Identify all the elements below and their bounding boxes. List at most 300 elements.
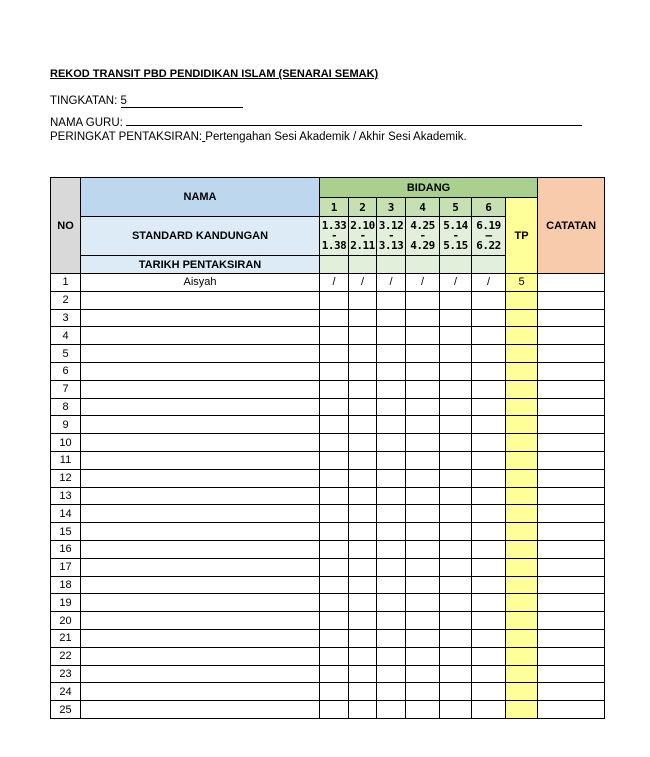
- bidang-3-cell[interactable]: [377, 683, 406, 701]
- table-row: [51, 398, 605, 416]
- student-name-cell[interactable]: [81, 380, 320, 398]
- student-name-cell[interactable]: [81, 487, 320, 505]
- bidang-6-cell[interactable]: [472, 380, 506, 398]
- catatan-cell[interactable]: [538, 327, 605, 345]
- bidang-3-cell[interactable]: [377, 576, 406, 594]
- bidang-3-cell[interactable]: [377, 362, 406, 380]
- bidang-2-cell[interactable]: [349, 309, 377, 327]
- header-no: NO: [51, 178, 81, 274]
- bidang-3-cell[interactable]: [377, 647, 406, 665]
- bidang-4-cell[interactable]: [406, 345, 440, 363]
- bidang-1-cell[interactable]: [320, 647, 349, 665]
- table-row: [51, 647, 605, 665]
- table-row: [51, 469, 605, 487]
- catatan-cell[interactable]: [538, 612, 605, 630]
- bidang-3-cell[interactable]: /: [377, 274, 406, 292]
- student-name-cell[interactable]: [81, 291, 320, 309]
- tp-cell[interactable]: [506, 523, 538, 541]
- bidang-5-cell[interactable]: [440, 416, 472, 434]
- bidang-4-cell[interactable]: [406, 434, 440, 452]
- nama-guru-input[interactable]: [126, 113, 582, 126]
- bidang-3-cell[interactable]: [377, 469, 406, 487]
- student-name-cell[interactable]: [81, 451, 320, 469]
- bidang-number-6: 6: [472, 198, 506, 217]
- catatan-cell[interactable]: [538, 594, 605, 612]
- bidang-6-cell[interactable]: [472, 594, 506, 612]
- bidang-6-cell[interactable]: [472, 523, 506, 541]
- bidang-2-cell[interactable]: [349, 523, 377, 541]
- tp-cell[interactable]: 5: [506, 274, 538, 292]
- catatan-cell[interactable]: [538, 487, 605, 505]
- tp-cell[interactable]: [506, 327, 538, 345]
- bidang-1-cell[interactable]: [320, 309, 349, 327]
- catatan-cell[interactable]: [538, 434, 605, 452]
- row-number: 13: [51, 487, 81, 505]
- bidang-4-cell[interactable]: [406, 469, 440, 487]
- student-name-cell[interactable]: [81, 309, 320, 327]
- table-row: [51, 612, 605, 630]
- bidang-6-cell[interactable]: [472, 612, 506, 630]
- bidang-3-cell[interactable]: [377, 434, 406, 452]
- bidang-6-cell[interactable]: [472, 345, 506, 363]
- bidang-4-cell[interactable]: /: [406, 274, 440, 292]
- bidang-2-cell[interactable]: [349, 594, 377, 612]
- bidang-1-cell[interactable]: [320, 451, 349, 469]
- tp-cell[interactable]: [506, 487, 538, 505]
- bidang-2-cell[interactable]: [349, 576, 377, 594]
- catatan-cell[interactable]: [538, 469, 605, 487]
- bidang-3-cell[interactable]: [377, 380, 406, 398]
- bidang-2-cell[interactable]: [349, 629, 377, 647]
- bidang-3-cell[interactable]: [377, 487, 406, 505]
- bidang-5-cell[interactable]: [440, 469, 472, 487]
- bidang-6-cell[interactable]: [472, 540, 506, 558]
- student-name-cell[interactable]: [81, 416, 320, 434]
- bidang-6-cell[interactable]: [472, 647, 506, 665]
- bidang-4-cell[interactable]: [406, 576, 440, 594]
- bidang-1-cell[interactable]: [320, 594, 349, 612]
- tp-cell[interactable]: [506, 469, 538, 487]
- bidang-1-cell[interactable]: [320, 398, 349, 416]
- bidang-5-cell[interactable]: [440, 647, 472, 665]
- bidang-2-cell[interactable]: [349, 434, 377, 452]
- table-row: [51, 274, 605, 292]
- bidang-1-cell[interactable]: [320, 345, 349, 363]
- table-row: [51, 523, 605, 541]
- bidang-5-cell[interactable]: [440, 629, 472, 647]
- bidang-3-cell[interactable]: [377, 665, 406, 683]
- bidang-4-cell[interactable]: [406, 487, 440, 505]
- bidang-2-cell[interactable]: [349, 398, 377, 416]
- student-name-cell[interactable]: [81, 327, 320, 345]
- bidang-3-cell[interactable]: [377, 612, 406, 630]
- table-row: [51, 558, 605, 576]
- bidang-2-cell[interactable]: [349, 505, 377, 523]
- tarikh-cell-5[interactable]: [440, 256, 472, 274]
- student-name-cell[interactable]: [81, 505, 320, 523]
- catatan-cell[interactable]: [538, 451, 605, 469]
- bidang-5-cell[interactable]: [440, 683, 472, 701]
- tp-cell[interactable]: [506, 540, 538, 558]
- bidang-number-1: 1: [320, 198, 349, 217]
- student-name-cell[interactable]: [81, 612, 320, 630]
- bidang-2-cell[interactable]: [349, 345, 377, 363]
- bidang-4-cell[interactable]: [406, 594, 440, 612]
- row-number: 6: [51, 362, 81, 380]
- bidang-5-cell[interactable]: [440, 380, 472, 398]
- standard-kandungan-2: 2.10 - 2.11: [349, 217, 377, 256]
- bidang-4-cell[interactable]: [406, 416, 440, 434]
- bidang-1-cell[interactable]: [320, 416, 349, 434]
- bidang-4-cell[interactable]: [406, 558, 440, 576]
- tp-cell[interactable]: [506, 701, 538, 719]
- bidang-3-cell[interactable]: [377, 398, 406, 416]
- student-name-cell[interactable]: [81, 558, 320, 576]
- bidang-6-cell[interactable]: [472, 665, 506, 683]
- peringkat-value: Pertengahan Sesi Akademik / Akhir Sesi Akademik.: [205, 131, 467, 143]
- bidang-4-cell[interactable]: [406, 523, 440, 541]
- bidang-2-cell[interactable]: [349, 683, 377, 701]
- table-row: [51, 345, 605, 363]
- header-nama: NAMA: [81, 178, 320, 217]
- bidang-2-cell[interactable]: [349, 540, 377, 558]
- table-row: [51, 416, 605, 434]
- bidang-4-cell[interactable]: [406, 398, 440, 416]
- tp-cell[interactable]: [506, 416, 538, 434]
- bidang-1-cell[interactable]: [320, 487, 349, 505]
- header-catatan: CATATAN: [538, 178, 605, 274]
- catatan-cell[interactable]: [538, 683, 605, 701]
- tp-cell[interactable]: [506, 612, 538, 630]
- catatan-cell[interactable]: [538, 291, 605, 309]
- bidang-6-cell[interactable]: [472, 327, 506, 345]
- table-row: [51, 451, 605, 469]
- bidang-5-cell[interactable]: [440, 576, 472, 594]
- bidang-5-cell[interactable]: [440, 362, 472, 380]
- bidang-3-cell[interactable]: [377, 629, 406, 647]
- bidang-5-cell[interactable]: [440, 523, 472, 541]
- catatan-cell[interactable]: [538, 309, 605, 327]
- bidang-4-cell[interactable]: [406, 665, 440, 683]
- bidang-2-cell[interactable]: [349, 612, 377, 630]
- bidang-4-cell[interactable]: [406, 612, 440, 630]
- bidang-5-cell[interactable]: [440, 291, 472, 309]
- bidang-5-cell[interactable]: [440, 345, 472, 363]
- student-name-cell[interactable]: [81, 540, 320, 558]
- bidang-3-cell[interactable]: [377, 558, 406, 576]
- bidang-5-cell[interactable]: [440, 665, 472, 683]
- assessment-table: [50, 177, 605, 719]
- bidang-5-cell[interactable]: [440, 398, 472, 416]
- tp-cell[interactable]: [506, 505, 538, 523]
- bidang-2-cell[interactable]: [349, 327, 377, 345]
- bidang-6-cell[interactable]: [472, 309, 506, 327]
- bidang-3-cell[interactable]: [377, 540, 406, 558]
- bidang-5-cell[interactable]: [440, 451, 472, 469]
- bidang-6-cell[interactable]: /: [472, 274, 506, 292]
- bidang-2-cell[interactable]: [349, 380, 377, 398]
- row-number: 19: [51, 594, 81, 612]
- student-name-cell[interactable]: [81, 665, 320, 683]
- bidang-6-cell[interactable]: [472, 398, 506, 416]
- bidang-3-cell[interactable]: [377, 416, 406, 434]
- tarikh-cell-3[interactable]: [377, 256, 406, 274]
- bidang-2-cell[interactable]: [349, 451, 377, 469]
- bidang-6-cell[interactable]: [472, 451, 506, 469]
- catatan-cell[interactable]: [538, 380, 605, 398]
- bidang-5-cell[interactable]: [440, 434, 472, 452]
- bidang-2-cell[interactable]: [349, 558, 377, 576]
- bidang-1-cell[interactable]: [320, 380, 349, 398]
- table-row: [51, 487, 605, 505]
- student-name-cell[interactable]: [81, 629, 320, 647]
- row-number: 23: [51, 665, 81, 683]
- catatan-cell[interactable]: [538, 416, 605, 434]
- table-row: [51, 629, 605, 647]
- student-name-cell[interactable]: [81, 469, 320, 487]
- tarikh-cell-4[interactable]: [406, 256, 440, 274]
- tp-cell[interactable]: [506, 434, 538, 452]
- table-row: [51, 380, 605, 398]
- bidang-5-cell[interactable]: [440, 540, 472, 558]
- bidang-4-cell[interactable]: [406, 309, 440, 327]
- tp-cell[interactable]: [506, 576, 538, 594]
- row-number: 4: [51, 327, 81, 345]
- bidang-6-cell[interactable]: [472, 629, 506, 647]
- bidang-6-cell[interactable]: [472, 487, 506, 505]
- bidang-1-cell[interactable]: [320, 291, 349, 309]
- tingkatan-label: TINGKATAN:: [50, 95, 121, 107]
- bidang-2-cell[interactable]: [349, 647, 377, 665]
- bidang-2-cell[interactable]: [349, 362, 377, 380]
- catatan-cell[interactable]: [538, 523, 605, 541]
- header-standard-kandungan: STANDARD KANDUNGAN: [81, 217, 320, 256]
- row-number: 5: [51, 345, 81, 363]
- catatan-cell[interactable]: [538, 398, 605, 416]
- bidang-4-cell[interactable]: [406, 327, 440, 345]
- row-number: 22: [51, 647, 81, 665]
- catatan-cell[interactable]: [538, 505, 605, 523]
- row-number: 3: [51, 309, 81, 327]
- student-name-cell[interactable]: [81, 362, 320, 380]
- tp-cell[interactable]: [506, 683, 538, 701]
- bidang-1-cell[interactable]: [320, 629, 349, 647]
- tp-cell[interactable]: [506, 647, 538, 665]
- bidang-3-cell[interactable]: [377, 594, 406, 612]
- bidang-3-cell[interactable]: [377, 345, 406, 363]
- bidang-5-cell[interactable]: [440, 309, 472, 327]
- tp-cell[interactable]: [506, 451, 538, 469]
- bidang-3-cell[interactable]: [377, 309, 406, 327]
- tingkatan-field: [50, 95, 243, 108]
- student-name-cell[interactable]: Aisyah: [81, 274, 320, 292]
- bidang-1-cell[interactable]: [320, 434, 349, 452]
- tarikh-cell-2[interactable]: [349, 256, 377, 274]
- bidang-1-cell[interactable]: /: [320, 274, 349, 292]
- bidang-4-cell[interactable]: [406, 291, 440, 309]
- bidang-2-cell[interactable]: [349, 416, 377, 434]
- tp-cell[interactable]: [506, 558, 538, 576]
- bidang-1-cell[interactable]: [320, 523, 349, 541]
- bidang-3-cell[interactable]: [377, 523, 406, 541]
- bidang-5-cell[interactable]: [440, 558, 472, 576]
- bidang-6-cell[interactable]: [472, 505, 506, 523]
- bidang-1-cell[interactable]: [320, 469, 349, 487]
- tp-cell[interactable]: [506, 629, 538, 647]
- bidang-1-cell[interactable]: [320, 540, 349, 558]
- table-row: [51, 505, 605, 523]
- tp-cell[interactable]: [506, 362, 538, 380]
- student-name-cell[interactable]: [81, 523, 320, 541]
- row-number: 18: [51, 576, 81, 594]
- bidang-3-cell[interactable]: [377, 327, 406, 345]
- row-number: 21: [51, 629, 81, 647]
- catatan-cell[interactable]: [538, 345, 605, 363]
- catatan-cell[interactable]: [538, 540, 605, 558]
- bidang-5-cell[interactable]: [440, 612, 472, 630]
- header-tp: TP: [506, 198, 538, 274]
- catatan-cell[interactable]: [538, 701, 605, 719]
- tarikh-cell-1[interactable]: [320, 256, 349, 274]
- bidang-4-cell[interactable]: [406, 505, 440, 523]
- bidang-6-cell[interactable]: [472, 576, 506, 594]
- bidang-2-cell[interactable]: [349, 665, 377, 683]
- bidang-3-cell[interactable]: [377, 701, 406, 719]
- table-row: [51, 434, 605, 452]
- tp-cell[interactable]: [506, 345, 538, 363]
- tarikh-cell-6[interactable]: [472, 256, 506, 274]
- bidang-number-5: 5: [440, 198, 472, 217]
- bidang-4-cell[interactable]: [406, 380, 440, 398]
- standard-kandungan-6: 6.19 – 6.22: [472, 217, 506, 256]
- row-number: 14: [51, 505, 81, 523]
- bidang-4-cell[interactable]: [406, 451, 440, 469]
- peringkat-label: PERINGKAT PENTAKSIRAN:: [50, 131, 203, 143]
- table-row: [51, 683, 605, 701]
- student-name-cell[interactable]: [81, 576, 320, 594]
- bidang-5-cell[interactable]: [440, 487, 472, 505]
- table-row: [51, 701, 605, 719]
- bidang-6-cell[interactable]: [472, 291, 506, 309]
- bidang-4-cell[interactable]: [406, 629, 440, 647]
- bidang-1-cell[interactable]: [320, 558, 349, 576]
- bidang-6-cell[interactable]: [472, 701, 506, 719]
- row-number: 16: [51, 540, 81, 558]
- bidang-1-cell[interactable]: [320, 683, 349, 701]
- student-name-cell[interactable]: [81, 647, 320, 665]
- bidang-number-3: 3: [377, 198, 406, 217]
- bidang-4-cell[interactable]: [406, 683, 440, 701]
- catatan-cell[interactable]: [538, 558, 605, 576]
- standard-kandungan-3: 3.12 - 3.13: [377, 217, 406, 256]
- bidang-2-cell[interactable]: /: [349, 274, 377, 292]
- catatan-cell[interactable]: [538, 576, 605, 594]
- bidang-6-cell[interactable]: [472, 469, 506, 487]
- catatan-cell[interactable]: [538, 665, 605, 683]
- bidang-4-cell[interactable]: [406, 540, 440, 558]
- row-number: 12: [51, 469, 81, 487]
- bidang-3-cell[interactable]: [377, 505, 406, 523]
- bidang-5-cell[interactable]: [440, 594, 472, 612]
- bidang-3-cell[interactable]: [377, 451, 406, 469]
- bidang-6-cell[interactable]: [472, 362, 506, 380]
- header-tarikh-pentaksiran: TARIKH PENTAKSIRAN: [81, 256, 320, 274]
- nama-guru-label: NAMA GURU:: [50, 117, 127, 129]
- bidang-4-cell[interactable]: [406, 701, 440, 719]
- student-name-cell[interactable]: [81, 701, 320, 719]
- catatan-cell[interactable]: [538, 274, 605, 292]
- student-name-cell[interactable]: [81, 683, 320, 701]
- table-row: [51, 327, 605, 345]
- tp-cell[interactable]: [506, 291, 538, 309]
- bidang-1-cell[interactable]: [320, 327, 349, 345]
- bidang-4-cell[interactable]: [406, 647, 440, 665]
- header-bidang: BIDANG: [320, 178, 538, 198]
- tp-cell[interactable]: [506, 380, 538, 398]
- bidang-6-cell[interactable]: [472, 416, 506, 434]
- row-number: 15: [51, 523, 81, 541]
- bidang-5-cell[interactable]: [440, 701, 472, 719]
- bidang-5-cell[interactable]: [440, 505, 472, 523]
- bidang-2-cell[interactable]: [349, 469, 377, 487]
- row-number: 9: [51, 416, 81, 434]
- tp-cell[interactable]: [506, 665, 538, 683]
- bidang-2-cell[interactable]: [349, 291, 377, 309]
- bidang-1-cell[interactable]: [320, 612, 349, 630]
- bidang-4-cell[interactable]: [406, 362, 440, 380]
- bidang-6-cell[interactable]: [472, 434, 506, 452]
- row-number: 24: [51, 683, 81, 701]
- row-number: 11: [51, 451, 81, 469]
- student-name-cell[interactable]: [81, 594, 320, 612]
- row-number: 10: [51, 434, 81, 452]
- row-number: 20: [51, 612, 81, 630]
- bidang-3-cell[interactable]: [377, 291, 406, 309]
- row-number: 2: [51, 291, 81, 309]
- standard-kandungan-4: 4.25 - 4.29: [406, 217, 440, 256]
- document-title: REKOD TRANSIT PBD PENDIDIKAN ISLAM (SENARAI SEMAK): [50, 68, 379, 80]
- row-number: 25: [51, 701, 81, 719]
- bidang-6-cell[interactable]: [472, 558, 506, 576]
- peringkat-pentaksiran-field: [50, 131, 467, 143]
- tp-cell[interactable]: [506, 309, 538, 327]
- standard-kandungan-5: 5.14 - 5.15: [440, 217, 472, 256]
- catatan-cell[interactable]: [538, 647, 605, 665]
- bidang-1-cell[interactable]: [320, 701, 349, 719]
- tingkatan-input[interactable]: 5: [121, 95, 243, 108]
- tp-cell[interactable]: [506, 594, 538, 612]
- student-name-cell[interactable]: [81, 345, 320, 363]
- bidang-number-2: 2: [349, 198, 377, 217]
- bidang-5-cell[interactable]: /: [440, 274, 472, 292]
- catatan-cell[interactable]: [538, 362, 605, 380]
- catatan-cell[interactable]: [538, 629, 605, 647]
- bidang-1-cell[interactable]: [320, 505, 349, 523]
- bidang-1-cell[interactable]: [320, 665, 349, 683]
- bidang-2-cell[interactable]: [349, 487, 377, 505]
- row-number: 8: [51, 398, 81, 416]
- bidang-6-cell[interactable]: [472, 683, 506, 701]
- bidang-number-4: 4: [406, 198, 440, 217]
- student-name-cell[interactable]: [81, 398, 320, 416]
- student-name-cell[interactable]: [81, 434, 320, 452]
- bidang-5-cell[interactable]: [440, 327, 472, 345]
- bidang-1-cell[interactable]: [320, 362, 349, 380]
- tp-cell[interactable]: [506, 398, 538, 416]
- bidang-2-cell[interactable]: [349, 701, 377, 719]
- bidang-1-cell[interactable]: [320, 576, 349, 594]
- nama-guru-field: [50, 113, 582, 129]
